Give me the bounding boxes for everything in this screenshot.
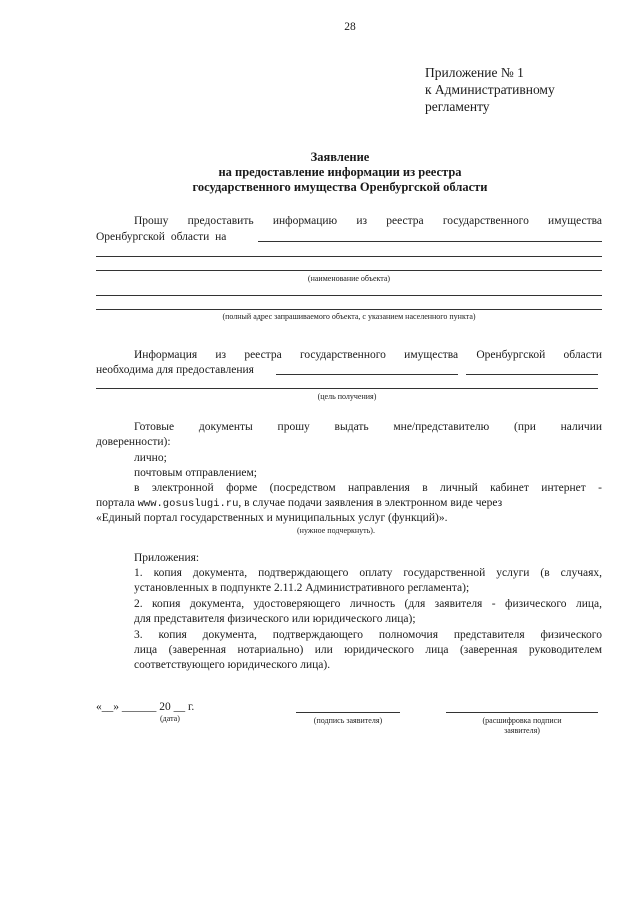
delivery-line-2: доверенности): bbox=[96, 436, 171, 448]
decode-caption-line-2: заявителя) bbox=[504, 726, 540, 735]
object-name-caption: (наименование объекта) bbox=[307, 274, 391, 283]
option-electronic-line-3: «Единый портал государственных и муниципальных услуг (функций)». bbox=[96, 512, 448, 524]
appendix-line-1: Приложение № 1 bbox=[425, 65, 524, 80]
option-personal[interactable]: лично; bbox=[134, 452, 167, 464]
attachment-2-line-1: 2. копия документа, удостоверяющего личность (для заявителя - физического лица, bbox=[134, 598, 602, 610]
portal-label: портала bbox=[96, 497, 135, 509]
attachments-heading: Приложения: bbox=[134, 552, 200, 564]
attachment-3-line-1: 3. копия документа, подтверждающего полномочия представителя физического bbox=[134, 629, 602, 641]
attachment-1-line-1: 1. копия документа, подтверждающего оплату государственной услуги (в случаях, bbox=[134, 567, 602, 579]
page-number: 28 bbox=[344, 21, 356, 33]
date-caption: (дата) bbox=[160, 714, 180, 723]
option-post[interactable]: почтовым отправлением; bbox=[134, 467, 257, 479]
document-title bbox=[100, 150, 580, 195]
address-caption: (полный адрес запрашиваемого объекта, с указанием населенного пункта) bbox=[222, 312, 476, 321]
signature-decode-caption bbox=[446, 716, 598, 736]
signature-caption: (подпись заявителя) bbox=[313, 716, 383, 725]
decode-caption-line-1: (расшифровка подписи bbox=[482, 716, 562, 725]
signature-field-line[interactable] bbox=[296, 712, 400, 713]
title-line-1: Заявление bbox=[310, 150, 370, 164]
purpose-line-2: необходима для предоставления bbox=[96, 364, 254, 376]
purpose-field-line-2[interactable] bbox=[96, 388, 598, 389]
request-line-2: Оренбургской области на bbox=[96, 231, 227, 243]
request-line-1: Прошу предоставить информацию из реестра государственного имущества bbox=[134, 215, 602, 227]
purpose-field-line[interactable] bbox=[276, 374, 458, 375]
appendix-line-3: регламенту bbox=[425, 99, 490, 114]
attachment-3-line-3: соответствующего юридического лица). bbox=[134, 659, 331, 671]
portal-url-link[interactable]: www.gosuslugi.ru bbox=[137, 498, 239, 510]
attachment-3-line-2: лица (заверенная нотариально) или юридического лица (заверенная руководителем bbox=[134, 644, 602, 656]
title-line-2: на предоставление информации из реестра bbox=[218, 165, 462, 179]
object-field-line[interactable] bbox=[258, 241, 602, 242]
attachment-1-line-2: установленных в подпункте 2.11.2 Административного регламента); bbox=[134, 582, 470, 594]
appendix-label bbox=[425, 64, 555, 115]
address-field-line[interactable] bbox=[96, 295, 602, 296]
option-electronic-line-2 bbox=[96, 496, 602, 511]
purpose-field-line-b[interactable] bbox=[466, 374, 598, 375]
object-field-line-2[interactable] bbox=[96, 256, 602, 257]
attachment-2-line-2: для представителя физического или юридического лица); bbox=[134, 613, 416, 625]
appendix-line-2: к Административному bbox=[425, 82, 555, 97]
address-field-line-2[interactable] bbox=[96, 309, 602, 310]
title-line-3: государственного имущества Оренбургской области bbox=[192, 180, 488, 194]
option-electronic-line-1[interactable]: в электронной форме (посредством направления в личный кабинет интернет - bbox=[134, 482, 602, 494]
delivery-line-1: Готовые документы прошу выдать мне/представителю (при наличии bbox=[134, 421, 602, 433]
purpose-caption: (цель получения) bbox=[317, 392, 377, 401]
portal-text: , в случае подачи заявления в электронном виде через bbox=[238, 497, 503, 509]
date-field[interactable]: «__» ______ 20 __ г. bbox=[96, 701, 195, 713]
signature-decode-field-line[interactable] bbox=[446, 712, 598, 713]
delivery-caption: (нужное подчеркнуть). bbox=[297, 526, 375, 535]
object-field-line-3[interactable] bbox=[96, 270, 602, 271]
purpose-line-1: Информация из реестра государственного имущества Оренбургской области bbox=[134, 349, 602, 361]
